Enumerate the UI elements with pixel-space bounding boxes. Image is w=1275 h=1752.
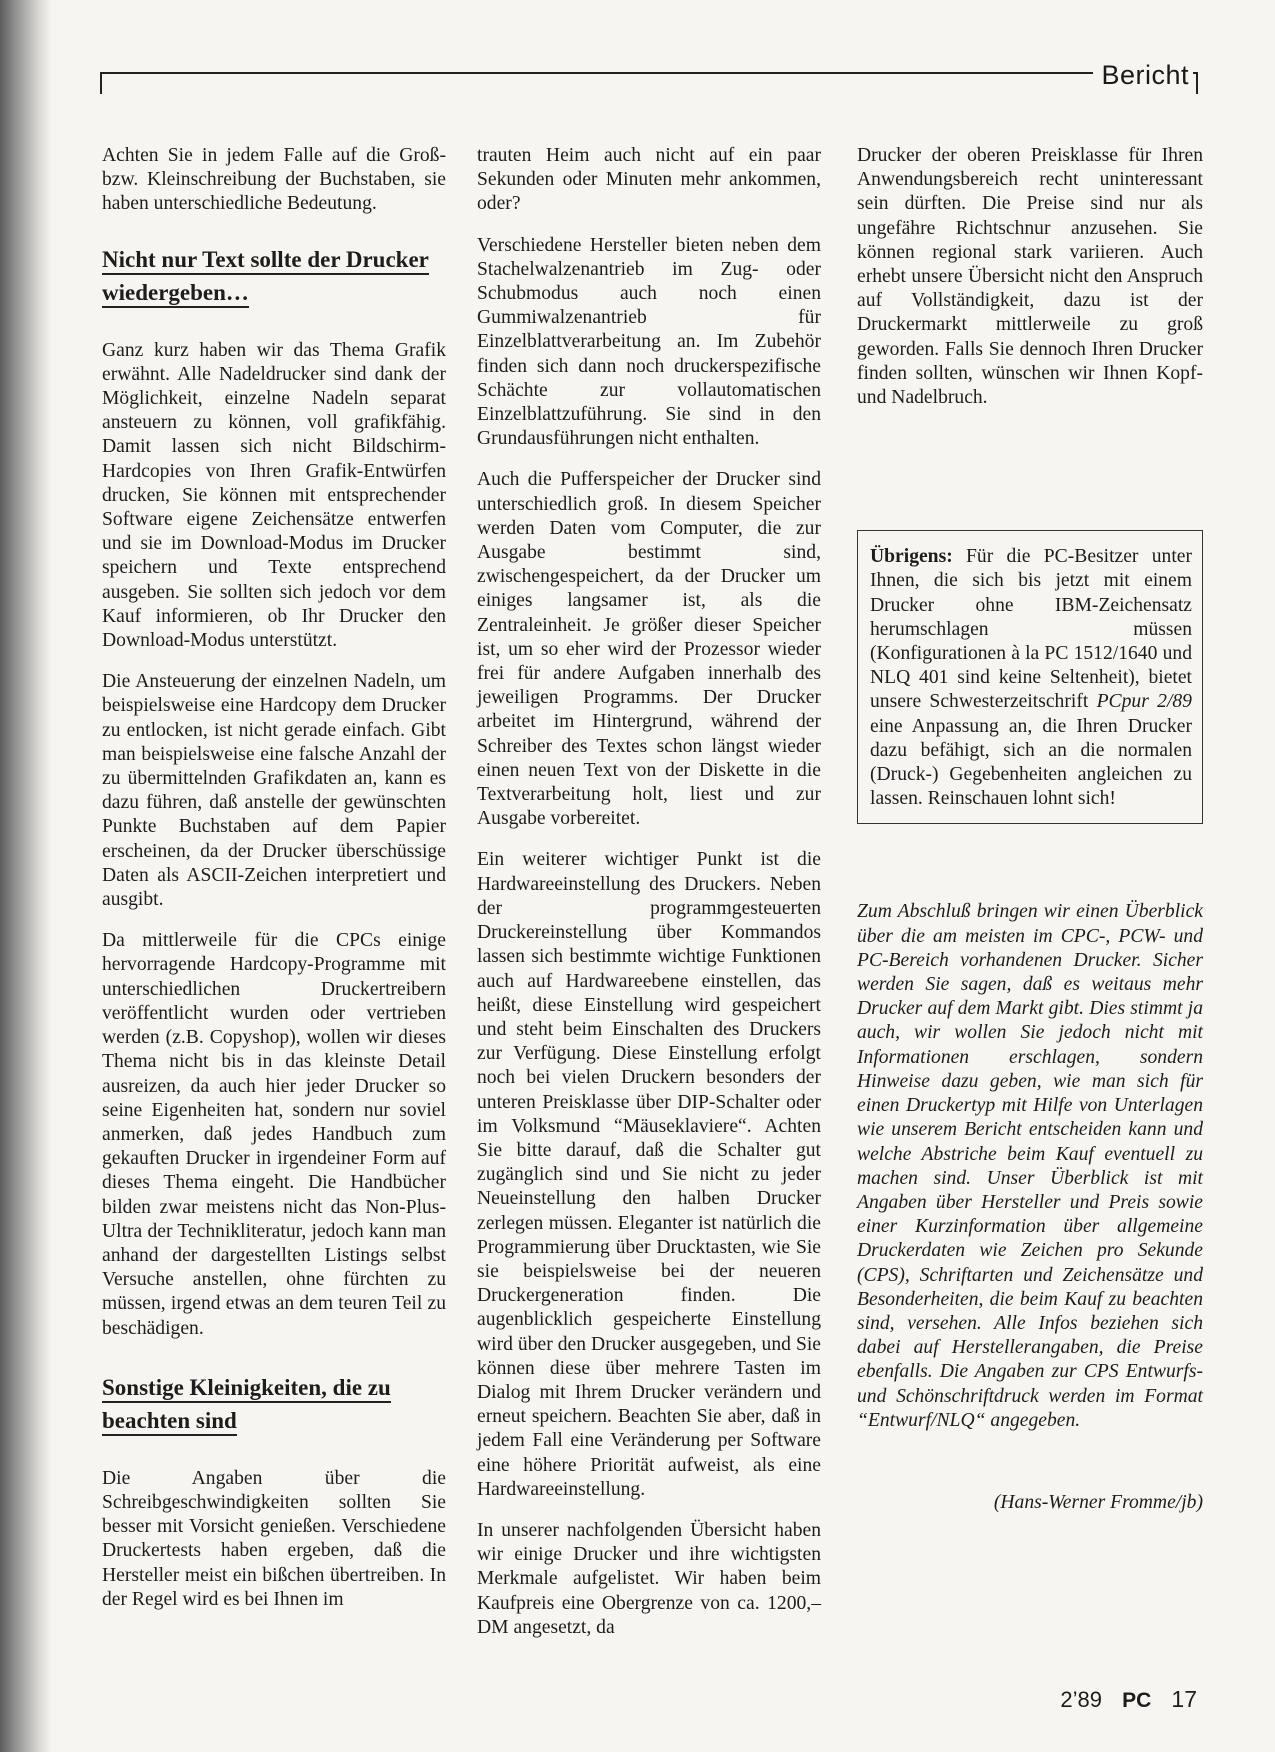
column-2 [477, 144, 821, 1657]
info-box-text: Übrigens: Für die PC-Besitzer unter Ihnen, die sich bis jetzt mit einem Drucker ohne IBM-Zeichensatz herumschlagen müssen (Konfigurationen à la PC 1512/1640 und NLQ 401 sind keine Seltenheit), bietet unsere Schwesterzeitschrift PCpur 2/89 eine Anpassung an, die Ihren Drucker dazu befähigt, sich an die normalen (Druck-) Gegebenheiten angleichen zu lassen. Reinschauen lohnt sich! [870, 546, 1192, 810]
paragraph: trauten Heim auch nicht auf ein paar Sekunden oder Minuten mehr ankommen, oder? [477, 145, 821, 215]
column-1 [102, 144, 446, 1629]
author-credit: (Hans-Werner Fromme/jb) [993, 1491, 1203, 1513]
summary-text: Zum Abschluß bringen wir einen Überblick über die am meisten im CPC-, PCW- und PC-Bereich vorhandenen Drucker. Sicher werden Sie sagen, daß es weitaus mehr Drucker auf dem Markt gibt. Dies stimmt ja auch, wir wollen Sie jedoch nicht mit Informationen erschlagen, sondern Hinweise dazu geben, wie man sich für einen Druckertyp mit Hilfe von Unterlagen wie unserem Bericht entscheiden kann und welche Abstriche beim Kauf eventuell zu machen sind. Unser Überblick ist mit Angaben über Hersteller und Preis sowie einer Kurzinformation über allgemeine Druckerdaten wie Zeichen pro Sekunde (CPS), Schriftarten und Zeichensätze und Besonderheiten, die beim Kauf zu beachten sind, versehen. Alle Infos beziehen sich dabei auf Herstellerangaben, die Preise ebenfalls. Die Angaben zur CPS Entwurfs- und Schönschriftdruck werden im Format “Entwurf/NLQ“ angegeben. [857, 901, 1203, 1431]
subheading: Nicht nur Text sollte der Drucker wiedergeben… [102, 243, 446, 309]
header-frame [100, 72, 1198, 94]
issue-number: 2’89 [1060, 1687, 1102, 1712]
summary-block [857, 900, 1203, 1432]
paragraph: Ganz kurz haben wir das Thema Grafik erwähnt. Alle Nadeldrucker sind dank der Möglichkeit, einzelne Nadeln separat ansteuern zu können, voll grafikfähig. Damit lassen sich nicht Bildschirm-Hardcopies von Ihren Grafik-Entwürfen drucken, Sie können mit entsprechender Software eigene Zeichensätze entwerfen und sie im Download-Modus im Drucker speichern und Texte entsprechend ausgeben. Sie sollten sich jedoch vor dem Kauf informieren, ob Ihr Drucker den Download-Modus unterstützt. [102, 339, 446, 652]
paragraph: Auch die Pufferspeicher der Drucker sind unterschiedlich groß. In diesem Speicher werden Daten vom Computer, die zur Ausgabe bestimmt sind, zwischengespeichert, da der Drucker um einiges langsamer ist, als die Zentraleinheit. Je größer dieser Speicher ist, um so eher wird der Prozessor wieder frei für andere Aufgaben innerhalb des jeweiligen Programms. Der Drucker arbeitet im Hintergrund, während der Schreiber des Textes schon längst wieder einen neuen Text von der Diskette in die Textverarbeitung holt, liest und zur Ausgabe vorbereitet. [477, 469, 821, 830]
magazine-name: PC [1122, 1689, 1152, 1712]
page-number: 17 [1171, 1686, 1197, 1712]
binding-shadow [0, 0, 52, 1752]
paragraph: Die Angaben über die Schreibgeschwindigkeiten sollten Sie besser mit Vorsicht genießen. Verschiedene Druckertests haben ergeben, daß die Hersteller meist ein bißchen übertreiben. In der Regel wird es bei Ihnen im [102, 1467, 446, 1610]
section-label: Bericht [1093, 60, 1193, 91]
paragraph: Ein weiterer wichtiger Punkt ist die Hardwareeinstellung des Druckers. Neben der programmgesteuerten Druckereinstellung über Kommandos lassen sich bestimmte wichtige Funktionen auch auf Hardwareebene einstellen, das heißt, diese Einstellung wird gespeichert und steht beim Einschalten des Druckers zur Verfügung. Diese Einstellung erfolgt noch bei vielen Druckern besonders der unteren Preisklasse über DIP-Schalter oder im Volksmund “Mäuseklaviere“. Achten Sie bitte darauf, daß die Schalter gut zugänglich sind und Sie nicht zu jeder Neueinstellung den halben Drucker zerlegen müssen. Eleganter ist natürlich die Programmierung über Drucktasten, wie Sie sie beispielsweise bei der neueren Druckergeneration finden. Die augenblicklich gespeicherte Einstellung wird über den Drucker ausgegeben, und Sie können diese über mehrere Tasten im Dialog mit Ihrem Drucker verändern und erneut speichern. Beachten Sie aber, daß in jedem Fall eine Veränderung per Software eine höhere Priorität aufweist, als eine Hardwareeinstellung. [477, 849, 821, 1500]
paragraph: Verschiedene Hersteller bieten neben dem Stachelwalzenantrieb im Zug- oder Schubmodus auch noch einen Gummiwalzenantrieb für Einzelblattverarbeitung an. Im Zubehör finden sich dann noch druckerspezifische Schächte zur vollautomatischen Einzelblattzuführung. Sie sind in den Grundausführungen nicht enthalten. [477, 234, 821, 450]
paragraph: Drucker der oberen Preisklasse für Ihren Anwendungsbereich recht uninteressant sein dürften. Die Preise sind nur als ungefähre Richtschnur anzusehen. Sie können regional stark variieren. Auch erhebt unsere Übersicht nicht den Anspruch auf Vollständigkeit, dazu ist der Druckermarkt mittlerweile zu groß geworden. Falls Sie dennoch Ihren Drucker finden sollten, wünschen wir Ihnen Kopf- und Nadelbruch. [857, 145, 1203, 409]
paragraph: Achten Sie in jedem Falle auf die Groß- bzw. Kleinschreibung der Buchstaben, sie haben unterschiedliche Bedeutung. [102, 145, 446, 215]
column-3 [857, 144, 1203, 1515]
paragraph: In unserer nachfolgenden Übersicht haben wir einige Drucker und ihre wichtigsten Merkmale aufgelistet. Wir haben beim Kaufpreis eine Obergrenze von ca. 1200,– DM angesetzt, da [477, 1519, 821, 1638]
page-footer [1060, 1686, 1197, 1713]
paragraph: Die Ansteuerung der einzelnen Nadeln, um beispielsweise eine Hardcopy dem Drucker zu entlocken, ist nicht gerade einfach. Gibt man beispielsweise eine falsche Anzahl der zu übermittelnden Grafikdaten an, kann es dazu führen, daß anstelle der gewünschten Punkte Buchstaben auf dem Papier erscheinen, da der Drucker überschüssige Daten als ASCII-Zeichen interpretiert und ausgibt. [102, 671, 446, 911]
paragraph: Da mittlerweile für die CPCs einige hervorragende Hardcopy-Programme mit unterschiedlichen Druckertreibern veröffentlicht wurden oder vertrieben werden (z.B. Copyshop), wollen wir dieses Thema nicht bis in das kleinste Detail ausreizen, da auch hier jeder Drucker so seine Eigenheiten hat, sondern nur soviel anmerken, daß jedes Handbuch zum gekauften Drucker in irgendeiner Form auf dieses Thema eingeht. Die Handbücher bilden zwar meistens nicht das Non-Plus-Ultra der Technikliteratur, jedoch kann man anhand der dargestellten Listings selbst Versuche anstellen, ohne fürchten zu müssen, irgend etwas an dem teuren Teil zu beschädigen. [102, 930, 446, 1339]
subheading: Sonstige Kleinigkeiten, die zu beachten sind [102, 1371, 446, 1437]
info-box [857, 530, 1203, 824]
